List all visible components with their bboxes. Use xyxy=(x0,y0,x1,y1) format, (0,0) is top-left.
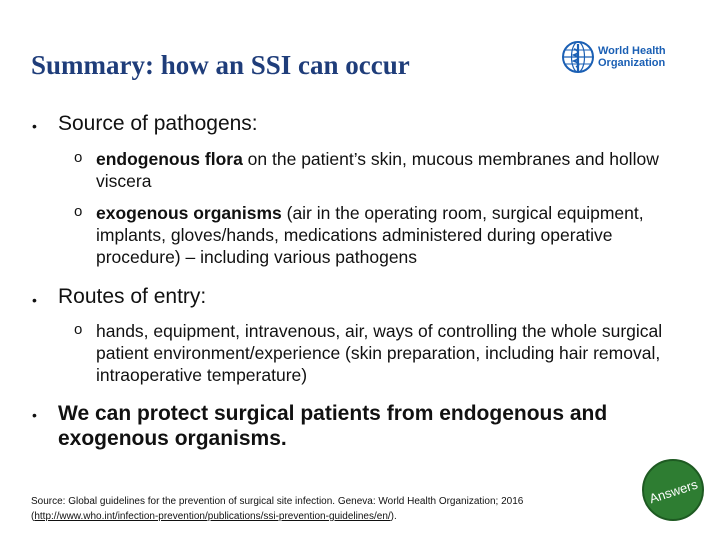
source-link[interactable]: http://www.who.int/infection-prevention/publications/ssi-prevention-guidelines/en/ xyxy=(34,511,391,522)
sub-item-exogenous-organisms xyxy=(96,202,686,268)
source-citation xyxy=(31,494,523,524)
bullet-routes-of-entry: Routes of entry: xyxy=(58,285,207,308)
sub-item-text: on the patient’s skin, mucous membranes and hollow viscera xyxy=(96,149,659,191)
answers-button[interactable] xyxy=(641,458,705,522)
source-open-paren: ( xyxy=(31,511,35,522)
source-text: Source: Global guidelines for the prevention of surgical site infection. Geneva: World Health Organization; 2016 xyxy=(31,496,524,507)
who-logo xyxy=(561,40,691,74)
bullet-marker: • xyxy=(32,118,37,134)
sub-item-bold-text: exogenous organisms xyxy=(96,203,282,223)
logo-text-line2: Organization xyxy=(598,57,666,69)
bullet-source-of-pathogens: Source of pathogens: xyxy=(58,112,258,135)
sub-item-endogenous-flora xyxy=(96,148,686,192)
slide-title: Summary: how an SSI can occur xyxy=(31,50,410,80)
bullet-protect-patients: We can protect surgical patients from endogenous and exogenous organisms. xyxy=(58,402,608,450)
sub-bullet-marker: o xyxy=(74,321,83,338)
logo-text-line1: World Health xyxy=(598,45,666,57)
sub-item-text: (air in the operating room, surgical equipment, implants, gloves/hands, medications administered during operative procedure) – including various pathogens xyxy=(96,203,644,267)
source-close-paren: ). xyxy=(390,511,397,522)
bullet-marker: • xyxy=(32,407,37,423)
sub-item-bold-text: endogenous flora xyxy=(96,149,243,169)
sub-bullet-marker: o xyxy=(74,203,83,220)
sub-bullet-marker: o xyxy=(74,149,83,166)
source-link-line xyxy=(31,509,523,524)
who-emblem-icon xyxy=(561,40,595,74)
sub-item-routes: hands, equipment, intravenous, air, ways of controlling the whole surgical patient environment/experience (skin preparation, including hair removal, intraoperative temperature) xyxy=(96,321,663,385)
bullet-marker: • xyxy=(32,292,37,308)
answers-label: Answers xyxy=(647,476,700,507)
